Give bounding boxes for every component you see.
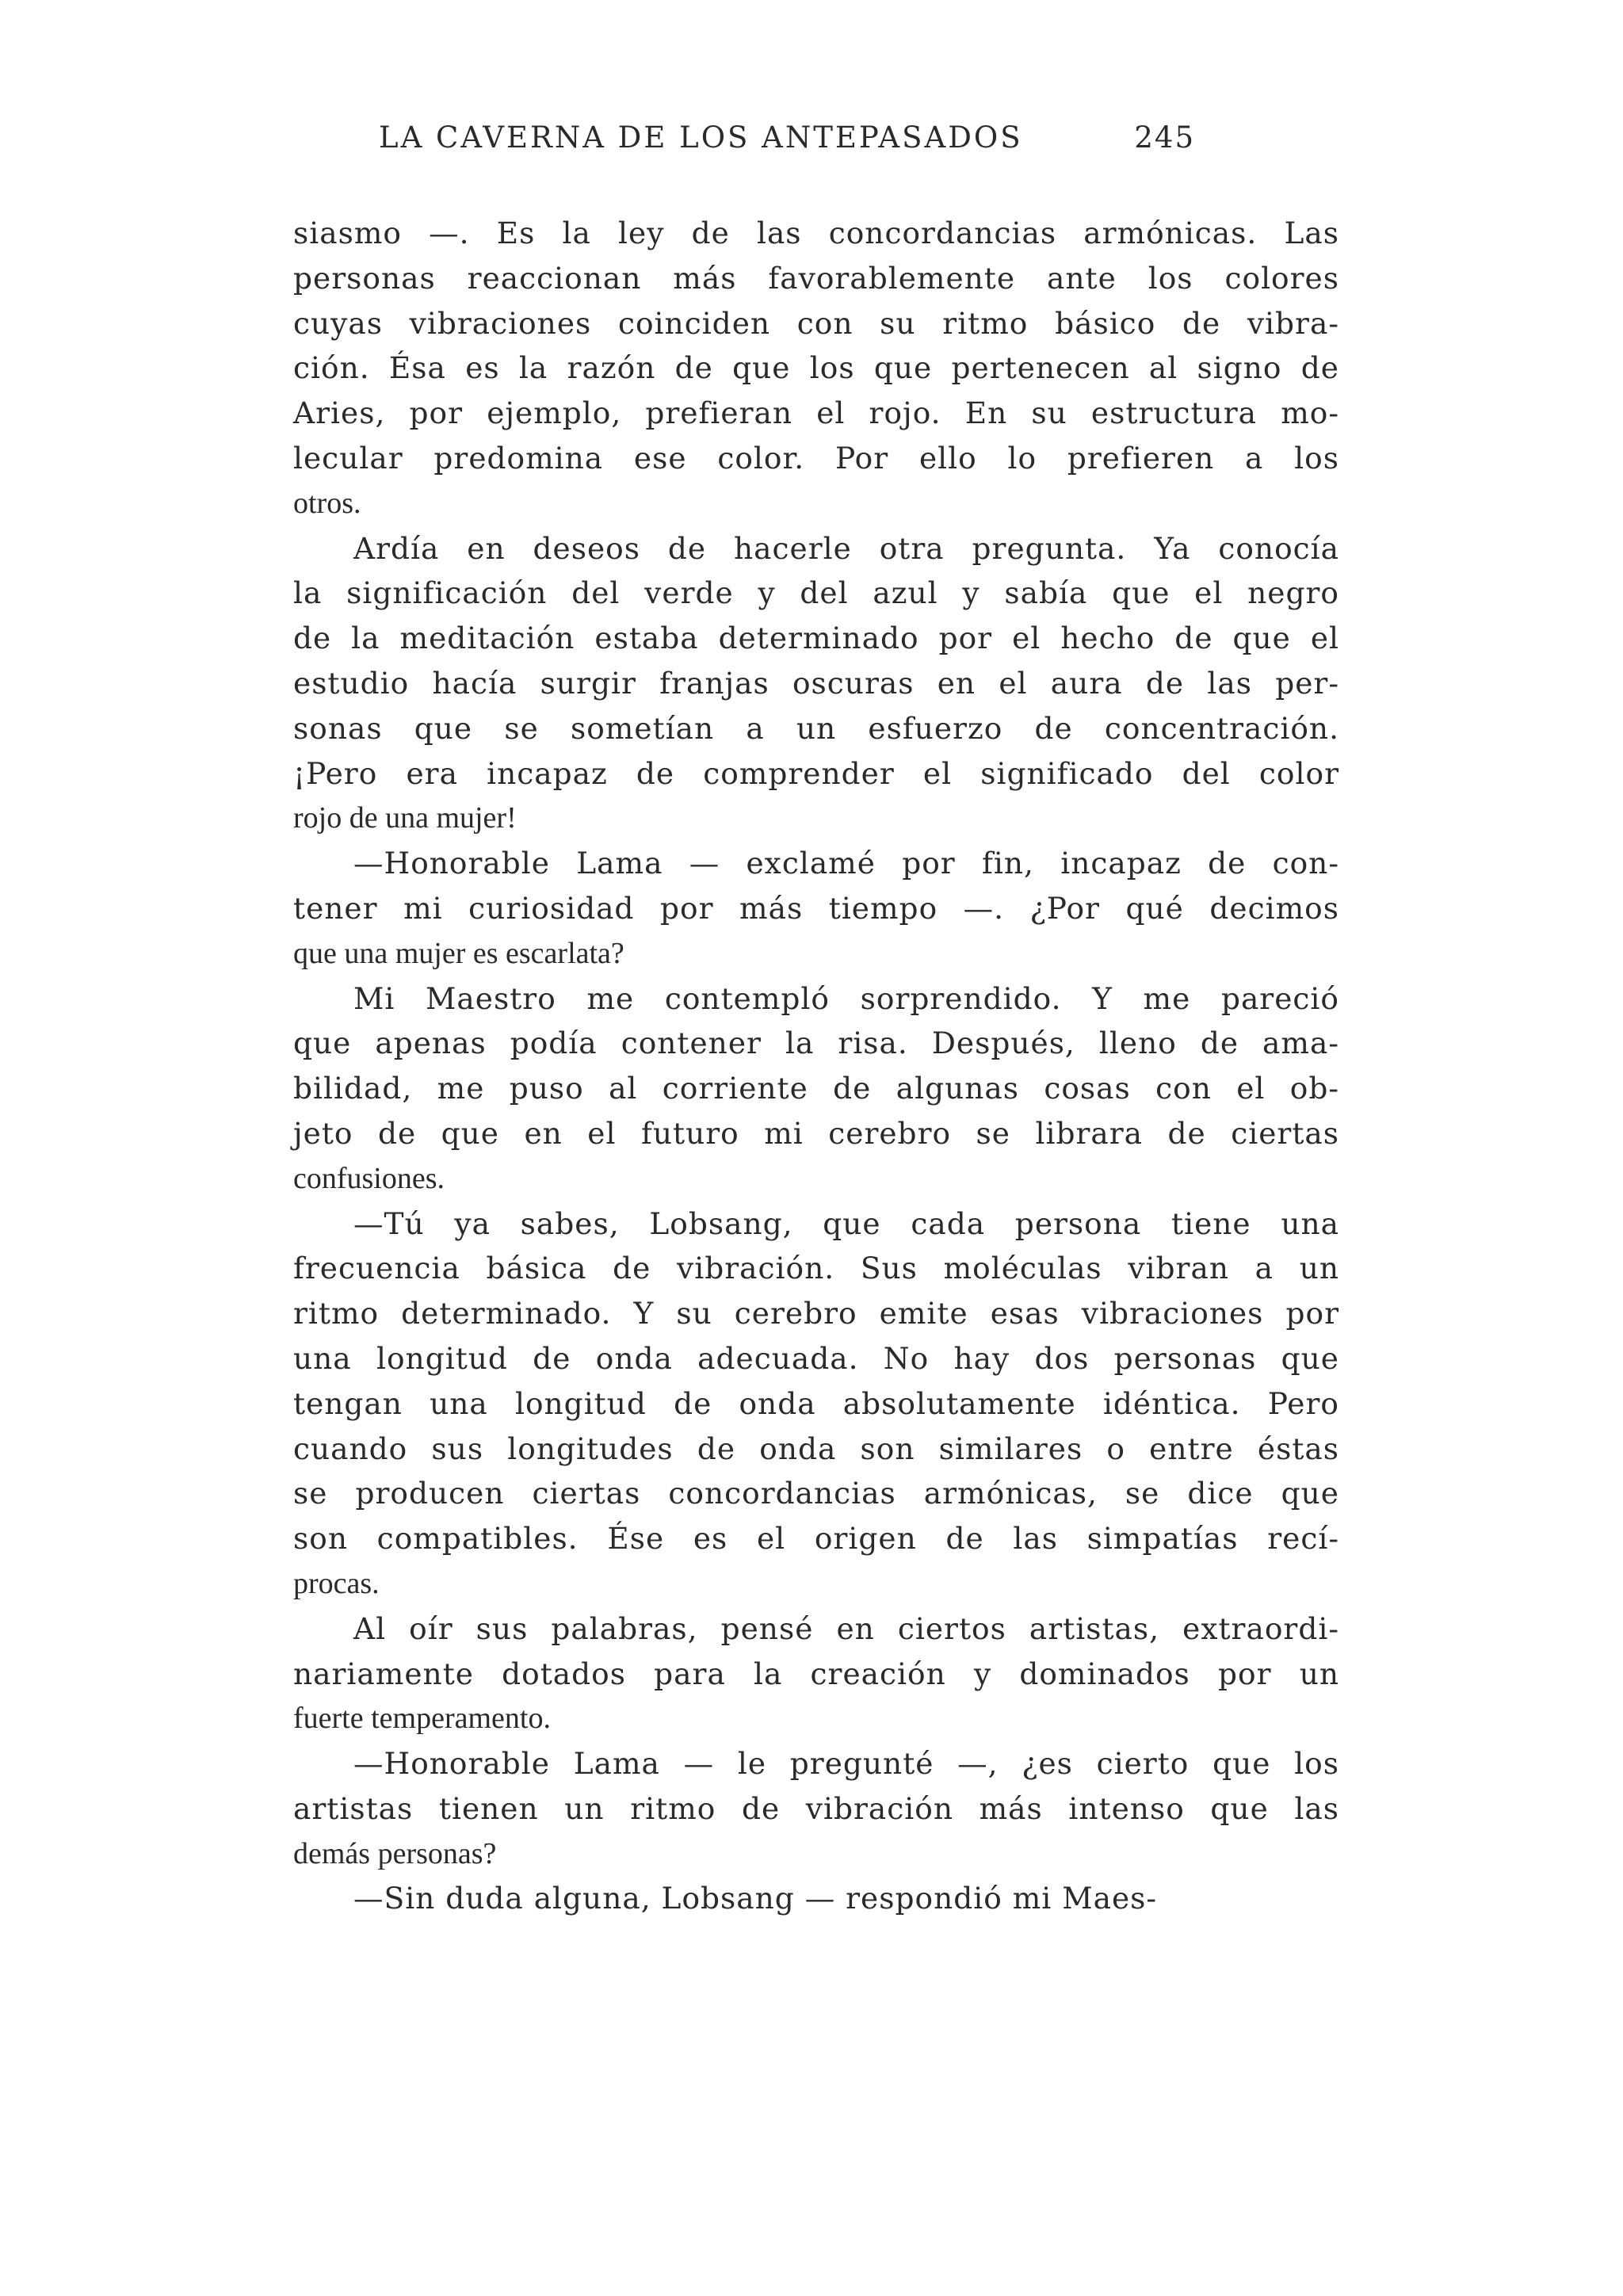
paragraph xyxy=(293,841,1339,976)
text-line: tengan una longitud de onda absolutamente idéntica. Pero xyxy=(293,1385,1339,1421)
text-line: Ardía en deseos de hacerle otra pregunta. Ya conocía xyxy=(353,530,1339,566)
paragraph xyxy=(293,211,1339,526)
text-line: son compatibles. Ése es el origen de las simpatías recí- xyxy=(293,1521,1339,1557)
text-line: artistas tienen un ritmo de vibración más intenso que las xyxy=(293,1790,1339,1826)
paragraph xyxy=(293,1606,1339,1741)
running-title: LA CAVERNA DE LOS ANTEPASADOS xyxy=(379,120,1023,155)
text-line: —Tú ya sabes, Lobsang, que cada persona tiene una xyxy=(353,1205,1339,1241)
text-line: demás personas? xyxy=(293,1836,497,1870)
text-line: estudio hacía surgir franjas oscuras en el aura de las per- xyxy=(293,665,1339,701)
text-line: otros. xyxy=(293,486,361,520)
body-text xyxy=(293,211,1339,1921)
text-line: ritmo determinado. Y su cerebro emite esas vibraciones por xyxy=(293,1296,1339,1331)
text-line: que una mujer es escarlata? xyxy=(293,936,624,970)
text-line: fuerte temperamento. xyxy=(293,1702,551,1736)
page-number: 245 xyxy=(1134,120,1195,155)
text-line: —Sin duda alguna, Lobsang — respondió mi Maes- xyxy=(353,1881,1158,1916)
text-line: bilidad, me puso al corriente de algunas cosas con el ob- xyxy=(293,1071,1339,1106)
text-line: personas reaccionan más favorablemente ante los colores xyxy=(293,260,1339,296)
text-line: una longitud de onda adecuada. No hay dos personas que xyxy=(293,1340,1339,1376)
text-line: ¡Pero era incapaz de comprender el significado del color xyxy=(293,755,1339,791)
text-line: que apenas podía contener la risa. Después, lleno de ama- xyxy=(293,1026,1339,1061)
text-line: Aries, por ejemplo, prefieran el rojo. En su estructura mo- xyxy=(293,395,1339,431)
paragraph xyxy=(293,526,1339,842)
text-line: ción. Ésa es la razón de que los que pertenecen al signo de xyxy=(293,350,1339,386)
text-line: jeto de que en el futuro mi cerebro se librara de ciertas xyxy=(293,1115,1339,1151)
text-line: siasmo —. Es la ley de las concordancias armónicas. Las xyxy=(293,216,1339,250)
text-line: frecuencia básica de vibración. Sus moléculas vibran a un xyxy=(293,1251,1339,1286)
text-line: tener mi curiosidad por más tiempo —. ¿Por qué decimos xyxy=(293,890,1339,926)
text-line: rojo de una mujer! xyxy=(293,801,517,835)
paragraph xyxy=(293,1741,1339,1876)
text-line: cuyas vibraciones coinciden con su ritmo básico de vibra- xyxy=(293,305,1339,341)
text-line: —Honorable Lama — exclamé por fin, incapaz de con- xyxy=(353,846,1339,881)
text-line: lecular predomina ese color. Por ello lo prefieren a los xyxy=(293,440,1339,476)
text-line: sonas que se sometían a un esfuerzo de concentración. xyxy=(293,710,1339,746)
text-line: la significación del verde y del azul y sabía que el negro xyxy=(293,575,1339,611)
text-line: se producen ciertas concordancias armónicas, se dice que xyxy=(293,1476,1339,1511)
running-head xyxy=(379,120,1195,168)
text-line: Al oír sus palabras, pensé en ciertos artistas, extraordi- xyxy=(353,1610,1339,1646)
text-line: cuando sus longitudes de onda son similares o entre éstas xyxy=(293,1431,1339,1466)
paragraph xyxy=(293,1876,1339,1921)
text-line: de la meditación estaba determinado por el hecho de que el xyxy=(293,621,1339,656)
paragraph xyxy=(293,1201,1339,1606)
text-line: Mi Maestro me contempló sorprendido. Y me pareció xyxy=(353,980,1339,1016)
paragraph xyxy=(293,976,1339,1201)
text-line: procas. xyxy=(293,1566,380,1600)
text-line: nariamente dotados para la creación y dominados por un xyxy=(293,1656,1339,1691)
text-line: —Honorable Lama — le pregunté —, ¿es cierto que los xyxy=(353,1746,1339,1782)
text-line: confusiones. xyxy=(293,1161,445,1195)
